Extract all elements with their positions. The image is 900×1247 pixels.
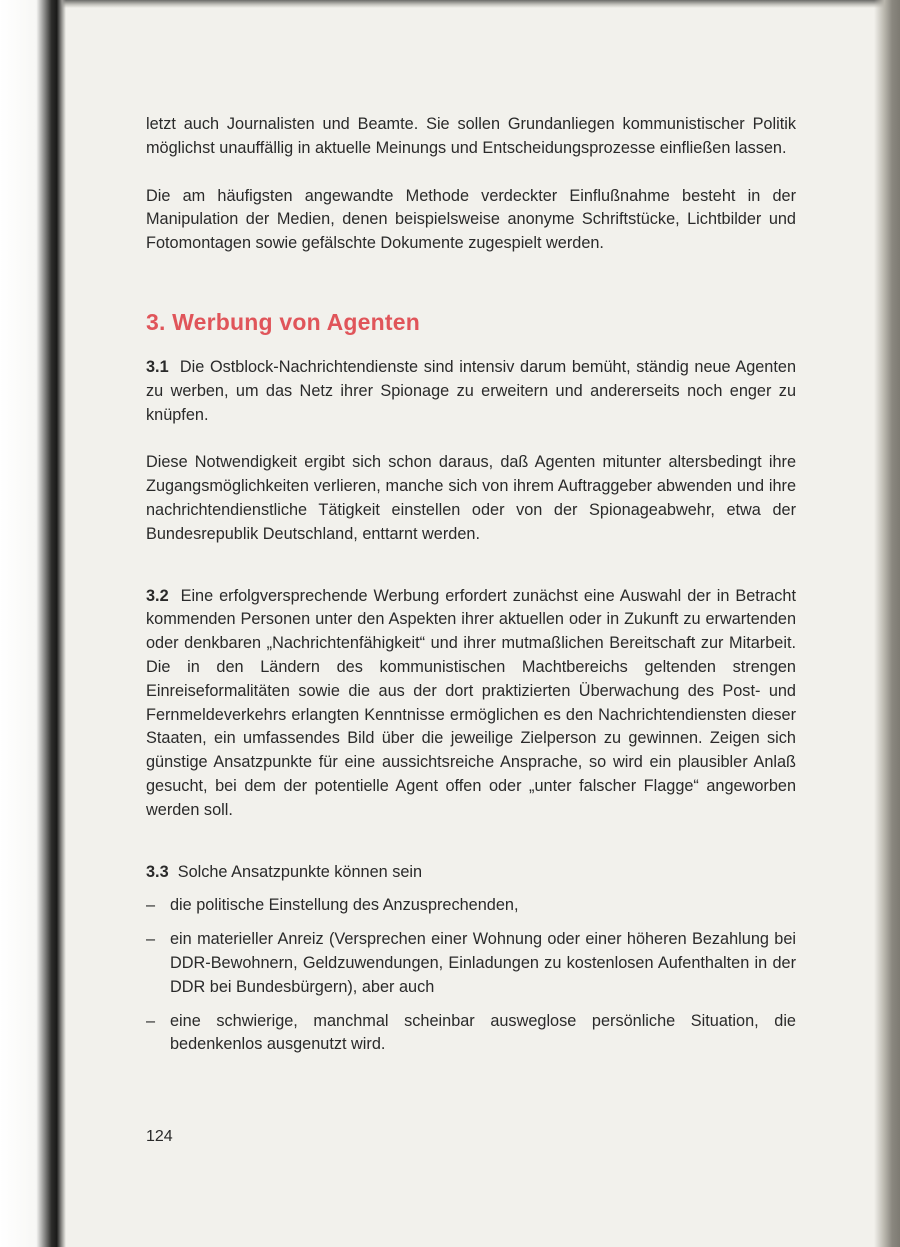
section-3-1 (146, 356, 796, 427)
page-number: 124 (146, 1128, 173, 1145)
list-item-text: eine schwierige, manchmal scheinbar ausweglose persönliche Situation, die bedenkenlos ausgenutzt wird. (170, 1011, 796, 1054)
bullet-marker: – (146, 896, 156, 915)
intro-paragraph-1: letzt auch Journalisten und Beamte. Sie sollen Grundanliegen kommunistischer Politik möglichst unauffällig in aktuelle Meinungs und Entscheidungsprozesse einfließen lassen. (146, 115, 796, 157)
section-number: 3.2 (146, 586, 169, 605)
section-text: Eine erfolgversprechende Werbung erfordert zunächst eine Auswahl der in Betracht kommenden Personen unter den Aspekten ihrer aktuellen oder in Zukunft zu erwartenden oder denkbaren „Nachrichtenfähigkeit“ und ihrer mutmaßlichen Bereitschaft zur Mitarbeit. Die in den Ländern des kommunistischen Machtbereichs geltenden strengen Einreiseformalitäten sowie die aus der dort praktizierten Überwachung des Post- und Fernmeldeverkehrs erlangten Kenntnisse ermöglichen es den Nachrichtendiensten dieser Staaten, ein umfassendes Bild über die jeweilige Zielperson zu gewinnen. Zeigen sich günstige Ansatzpunkte für eine aussichtsreiche Ansprache, so wird ein plausibler Anlaß gesucht, bei dem der potentielle Agent offen oder „unter falscher Flagge“ angeworben werden soll. (146, 586, 796, 819)
bullet-marker: – (146, 930, 156, 949)
section-heading: 3. Werbung von Agenten (146, 308, 421, 335)
scan-edge-top (0, 0, 900, 8)
document-page (146, 113, 796, 1067)
bullet-list (146, 894, 796, 1057)
list-item (146, 928, 796, 999)
section-3-1-followup: Diese Notwendigkeit ergibt sich schon daraus, daß Agenten mitunter altersbedingt ihre Zugangsmöglichkeiten verlieren, manche sich von ihrem Auftraggeber abwenden und ihre nachrichtendienstliche Tätigkeit einstellen oder von der Spionageabwehr, etwa der Bundesrepublik Deutschland, enttarnt werden. (146, 453, 796, 543)
section-number: 3.1 (146, 357, 169, 376)
list-item-text: die politische Einstellung des Anzusprechenden, (170, 896, 519, 915)
list-item (146, 894, 796, 918)
section-3-3 (146, 861, 796, 885)
scan-edge-right (874, 0, 900, 1247)
bullet-marker: – (146, 1011, 156, 1030)
section-number: 3.3 (146, 862, 169, 881)
intro-paragraph-2: Die am häufigsten angewandte Methode verdeckter Einflußnahme besteht in der Manipulation der Medien, denen beispielsweise anonyme Schriftstücke, Lichtbilder und Fotomontagen sowie gefälschte Dokumente zugespielt werden. (146, 186, 796, 253)
section-text: Die Ostblock-Nachrichtendienste sind intensiv darum bemüht, ständig neue Agenten zu werben, um das Netz ihrer Spionage zu erweitern und andererseits noch enger zu knüpfen. (146, 357, 796, 424)
section-3-2 (146, 585, 796, 823)
section-text: Solche Ansatzpunkte können sein (177, 862, 423, 881)
scan-edge-left (0, 0, 66, 1247)
list-item (146, 1010, 796, 1058)
list-item-text: ein materieller Anreiz (Versprechen einer Wohnung oder einer höheren Bezahlung bei DDR-Bewohnern, Geldzuwendungen, Einladungen zu kostenlosen Aufenthalten in der DDR bei Bundesbürgern), aber auch (170, 930, 796, 996)
